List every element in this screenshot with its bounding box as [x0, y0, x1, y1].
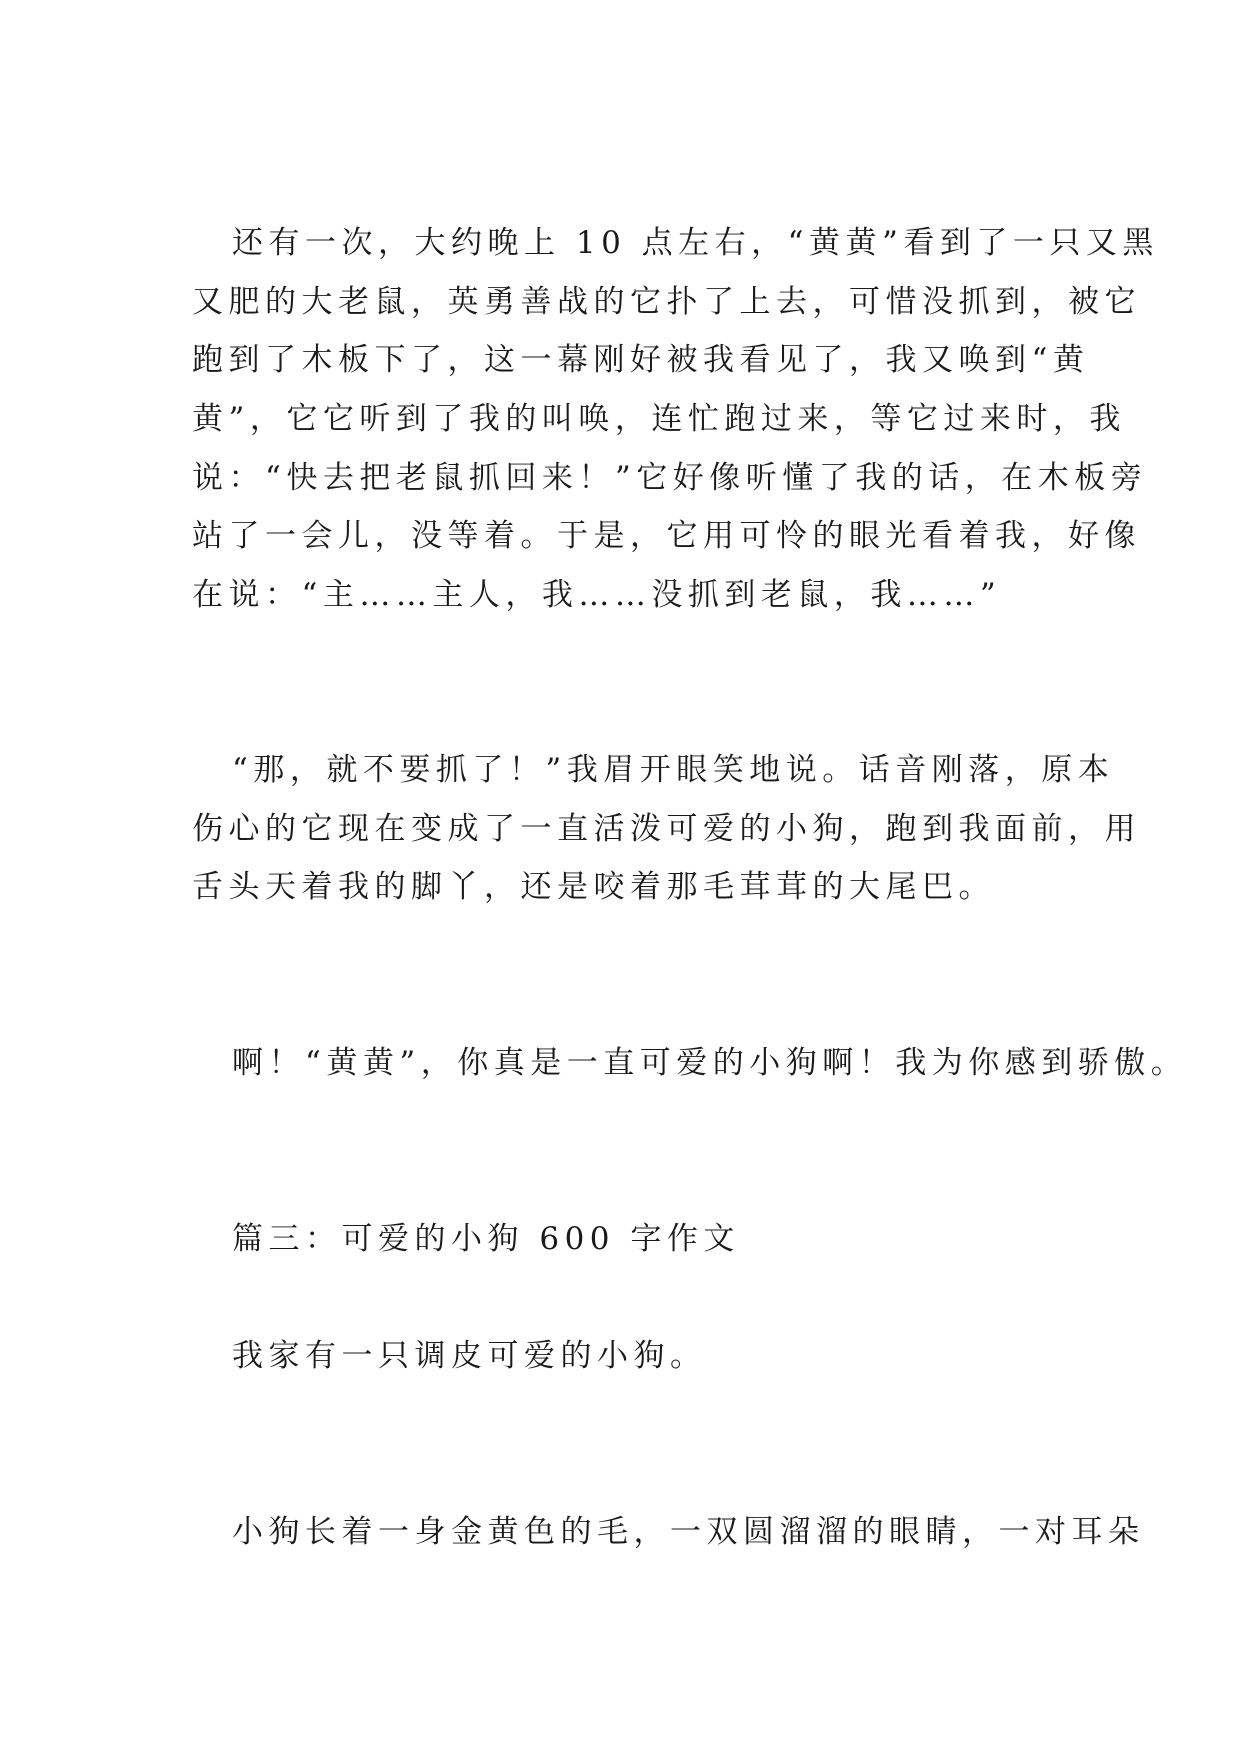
text-line: 伤心的它现在变成了一直活泼可爱的小狗，跑到我面前，用	[192, 811, 1141, 847]
text-line: 站了一会儿，没等着。于是，它用可怜的眼光看着我，好像	[192, 518, 1141, 554]
text-line: 我家有一只调皮可爱的小狗。	[232, 1338, 707, 1374]
text-line: 又肥的大老鼠，英勇善战的它扑了上去，可惜没抓到，被它	[192, 284, 1141, 320]
text-line: 啊！“黄黄”，你真是一直可爱的小狗啊！我为你感到骄傲。	[232, 1045, 1188, 1081]
text-line: 跑到了木板下了，这一幕刚好被我看见了，我又唤到“黄	[192, 342, 1090, 378]
text-line: 在说：“主……主人，我……没抓到老鼠，我……”	[192, 577, 1002, 613]
text-line: 篇三：可爱的小狗 600 字作文	[232, 1221, 740, 1257]
text-line: 黄”，它它听到了我的叫唤，连忙跑过来，等它过来时，我	[192, 401, 1126, 437]
text-line: 小狗长着一身金黄色的毛，一双圆溜溜的眼睛，一对耳朵	[232, 1514, 1145, 1550]
text-line: 说：“快去把老鼠抓回来！”它好像听懂了我的话，在木板旁	[192, 460, 1148, 496]
text-line: 还有一次，大约晚上 10 点左右，“黄黄”看到了一只又黑	[232, 225, 1159, 261]
text-line: 舌头天着我的脚丫，还是咬着那毛茸茸的大尾巴。	[192, 869, 995, 905]
text-line: “那，就不要抓了！”我眉开眼笑地说。话音刚落，原本	[232, 752, 1115, 788]
